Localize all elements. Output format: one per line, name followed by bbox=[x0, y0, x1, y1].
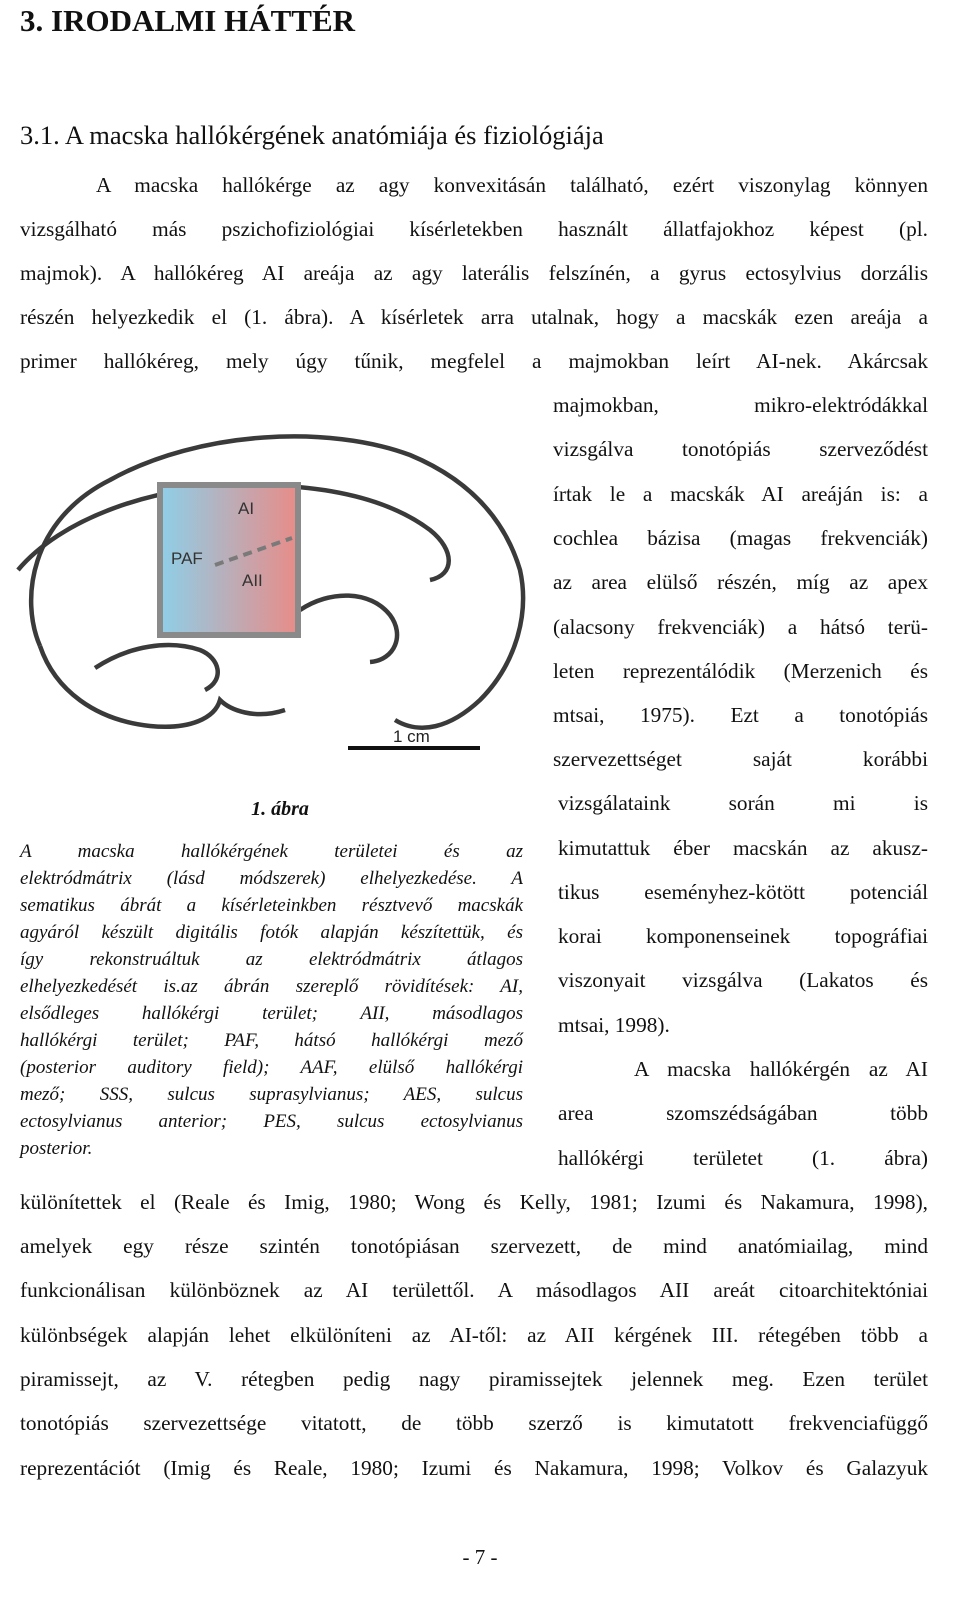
brain-lower-contour bbox=[40, 646, 285, 727]
text-line: primer hallókéreg, mely úgy tűnik, megfelel a majmokban leírt AI-nek. Akárcsak bbox=[20, 349, 928, 373]
text-line: piramissejt, az V. rétegben pedig nagy piramissejtek jelennek meg. Ezen terület bbox=[20, 1367, 928, 1391]
text-line: A macska hallókérgén az AI bbox=[634, 1057, 928, 1081]
text-line: mtsai, 1975). Ezt a tonotópiás bbox=[553, 703, 928, 727]
page-number: - 7 - bbox=[462, 1545, 498, 1569]
text-line: viszonyait vizsgálva (Lakatos és bbox=[558, 968, 928, 992]
caption-line: ectosylvianus anterior; PES, sulcus ectosylvianus bbox=[20, 1111, 523, 1132]
text-line: (alacsony frekvenciák) a hátsó terü- bbox=[553, 615, 928, 639]
text-line: hallókérgi területet (1. ábra) bbox=[558, 1146, 928, 1170]
figure-caption-title: 1. ábra bbox=[251, 798, 309, 820]
caption-line: hallókérgi terület; PAF, hátsó hallókérgi mező bbox=[20, 1030, 523, 1051]
text-line: különítettek el (Reale és Imig, 1980; Wong és Kelly, 1981; Izumi és Nakamura, 1998), bbox=[20, 1190, 928, 1214]
text-line: különbségek alapján lehet elkülöníteni az AI-től: az AII kérgének III. rétegében több a bbox=[20, 1323, 928, 1347]
text-line: reprezentációt (Imig és Reale, 1980; Izumi és Nakamura, 1998; Volkov és Galazyuk bbox=[20, 1456, 928, 1480]
text-line: vizsgálva tonotópiás szerveződést bbox=[553, 437, 928, 461]
text-line: majmokban, mikro-elektródákkal bbox=[553, 393, 928, 417]
text-line: szervezettséget saját korábbi bbox=[553, 747, 928, 771]
caption-line: sematikus ábrát a kísérleteinkben résztvevő macskák bbox=[20, 895, 523, 916]
text-line: cochlea bázisa (magas frekvenciák) bbox=[553, 526, 928, 550]
label-paf: PAF bbox=[171, 549, 203, 568]
sulcus-rear bbox=[300, 596, 397, 662]
subsection-heading: 3.1. A macska hallókérgének anatómiája és fiziológiája bbox=[20, 120, 604, 150]
label-aii: AII bbox=[242, 571, 263, 590]
text-line: amelyek egy része szintén tonotópiásan szervezett, de mind anatómiailag, mind bbox=[20, 1234, 928, 1258]
text-line: vizsgálható más pszichofiziológiai kísérletekben használt állatfajokhoz képest (pl. bbox=[20, 217, 928, 241]
text-line: kimutattuk éber macskán az akusz- bbox=[558, 836, 928, 860]
text-line: részén helyezkedik el (1. ábra). A kísérletek arra utalnak, hogy a macskák ezen areája a bbox=[20, 305, 928, 329]
brain-figure bbox=[0, 400, 545, 785]
label-ai: AI bbox=[238, 499, 255, 518]
text-line: vizsgálataink során mi is bbox=[558, 791, 928, 815]
caption-line: elektródmátrix (lásd módszerek) elhelyezkedése. A bbox=[20, 868, 523, 889]
text-line: az area elülső részén, míg az apex bbox=[553, 570, 928, 594]
section-heading: 3. IRODALMI HÁTTÉR bbox=[20, 3, 356, 38]
text-line: funkcionálisan különböznek az AI területtől. A másodlagos AII areát citoarchitektóniai bbox=[20, 1278, 928, 1302]
text-line: mtsai, 1998). bbox=[558, 1013, 670, 1037]
caption-line: így rekonstruáltuk az elektródmátrix átlagos bbox=[20, 949, 523, 970]
text-line: area szomszédságában több bbox=[558, 1101, 928, 1125]
caption-line: elsődleges hallókérgi terület; AII, másodlagos bbox=[20, 1003, 523, 1024]
text-line: leten reprezentálódik (Merzenich és bbox=[553, 659, 928, 683]
text-line: írtak le a macskák AI areáján is: a bbox=[553, 482, 928, 506]
caption-line: mező; SSS, sulcus suprasylvianus; AES, sulcus bbox=[20, 1084, 523, 1105]
sulcus-lower bbox=[95, 645, 218, 690]
caption-line: posterior. bbox=[20, 1138, 93, 1159]
caption-line: agyáról készült digitális fotók alapján készítettük, és bbox=[20, 922, 523, 943]
caption-line: A macska hallókérgének területei és az bbox=[20, 841, 523, 862]
text-line: tonotópiás szervezettsége vitatott, de több szerző is kimutatott frekvenciafüggő bbox=[20, 1411, 928, 1435]
text-line: tikus eseményhez-kötött potenciál bbox=[558, 880, 928, 904]
caption-line: elhelyezkedését is.az ábrán szereplő rövidítések: AI, bbox=[20, 976, 523, 997]
scale-label: 1 cm bbox=[393, 727, 430, 746]
text-line: majmok). A hallókéreg AI areája az agy laterális felszínén, a gyrus ectosylvius dorzális bbox=[20, 261, 928, 285]
text-line: korai komponenseinek topográfiai bbox=[558, 924, 928, 948]
caption-line: (posterior auditory field); AAF, elülső hallókérgi bbox=[20, 1057, 523, 1078]
text-line: A macska hallókérge az agy konvexitásán található, ezért viszonylag könnyen bbox=[96, 173, 928, 197]
